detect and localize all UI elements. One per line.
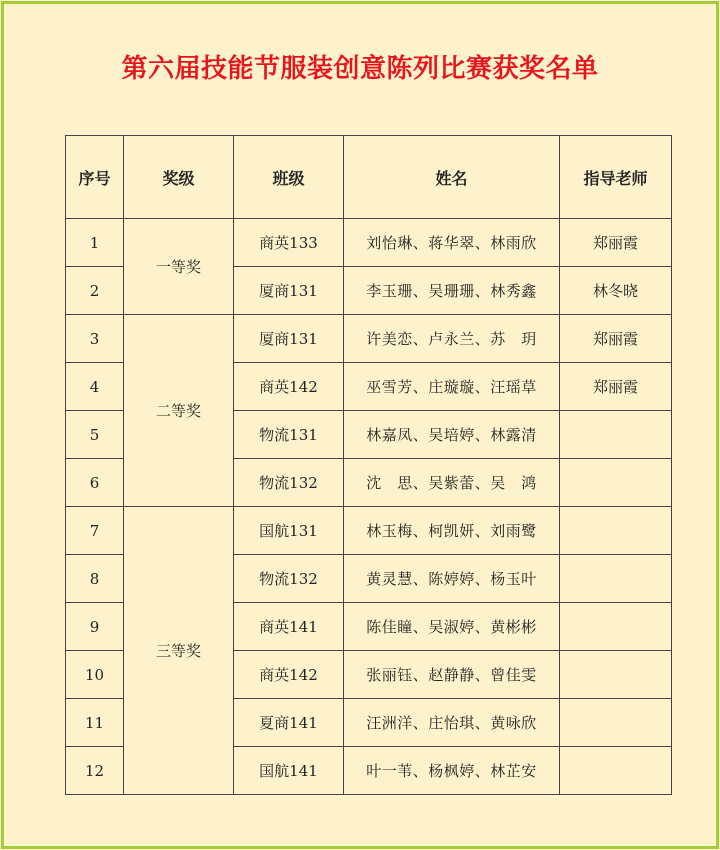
award-table xyxy=(65,135,672,795)
cell-teacher: 郑丽霞 xyxy=(560,219,672,267)
cell-index: 2 xyxy=(66,267,124,315)
cell-teacher: 林冬晓 xyxy=(560,267,672,315)
cell-index: 9 xyxy=(66,603,124,651)
header-class: 班级 xyxy=(234,136,344,219)
cell-index: 11 xyxy=(66,699,124,747)
cell-class: 商英133 xyxy=(234,219,344,267)
cell-names: 黄灵慧、陈婷婷、杨玉叶 xyxy=(344,555,560,603)
cell-award-level: 二等奖 xyxy=(124,315,234,507)
table-row xyxy=(66,219,672,267)
cell-names: 林玉梅、柯凯妍、刘雨鹭 xyxy=(344,507,560,555)
header-index: 序号 xyxy=(66,136,124,219)
cell-names: 林嘉凤、吴培婷、林露清 xyxy=(344,411,560,459)
cell-index: 3 xyxy=(66,315,124,363)
cell-index: 5 xyxy=(66,411,124,459)
cell-names: 陈佳瞳、吴淑婷、黄彬彬 xyxy=(344,603,560,651)
cell-class: 物流132 xyxy=(234,459,344,507)
cell-class: 国航141 xyxy=(234,747,344,795)
cell-class: 夏商141 xyxy=(234,699,344,747)
cell-teacher xyxy=(560,651,672,699)
cell-teacher: 郑丽霞 xyxy=(560,363,672,411)
cell-names: 叶一苇、杨枫婷、林芷安 xyxy=(344,747,560,795)
cell-names: 沈 思、吴紫蕾、吴 鸿 xyxy=(344,459,560,507)
cell-names: 巫雪芳、庄璇璇、汪瑶草 xyxy=(344,363,560,411)
cell-teacher xyxy=(560,411,672,459)
header-level: 奖级 xyxy=(124,136,234,219)
cell-index: 1 xyxy=(66,219,124,267)
cell-class: 商英142 xyxy=(234,651,344,699)
cell-class: 厦商131 xyxy=(234,315,344,363)
cell-class: 国航131 xyxy=(234,507,344,555)
cell-class: 商英142 xyxy=(234,363,344,411)
cell-index: 10 xyxy=(66,651,124,699)
cell-class: 物流131 xyxy=(234,411,344,459)
cell-index: 7 xyxy=(66,507,124,555)
cell-teacher xyxy=(560,459,672,507)
cell-teacher xyxy=(560,699,672,747)
cell-teacher xyxy=(560,507,672,555)
cell-class: 物流132 xyxy=(234,555,344,603)
cell-index: 6 xyxy=(66,459,124,507)
table-row xyxy=(66,507,672,555)
cell-names: 张丽钰、赵静静、曾佳雯 xyxy=(344,651,560,699)
cell-index: 8 xyxy=(66,555,124,603)
cell-award-level: 三等奖 xyxy=(124,507,234,795)
header-names: 姓名 xyxy=(344,136,560,219)
cell-names: 许美恋、卢永兰、苏 玥 xyxy=(344,315,560,363)
cell-teacher xyxy=(560,747,672,795)
cell-names: 刘怡琳、蒋华翠、林雨欣 xyxy=(344,219,560,267)
table-header-row xyxy=(66,136,672,219)
header-teacher: 指导老师 xyxy=(560,136,672,219)
page-title: 第六届技能节服装创意陈列比赛获奖名单 xyxy=(121,54,599,84)
cell-names: 汪洲洋、庄怡琪、黄咏欣 xyxy=(344,699,560,747)
cell-index: 12 xyxy=(66,747,124,795)
cell-index: 4 xyxy=(66,363,124,411)
cell-names: 李玉珊、吴珊珊、林秀鑫 xyxy=(344,267,560,315)
table-row xyxy=(66,315,672,363)
cell-teacher xyxy=(560,603,672,651)
cell-class: 厦商131 xyxy=(234,267,344,315)
cell-award-level: 一等奖 xyxy=(124,219,234,315)
cell-teacher: 郑丽霞 xyxy=(560,315,672,363)
cell-teacher xyxy=(560,555,672,603)
cell-class: 商英141 xyxy=(234,603,344,651)
